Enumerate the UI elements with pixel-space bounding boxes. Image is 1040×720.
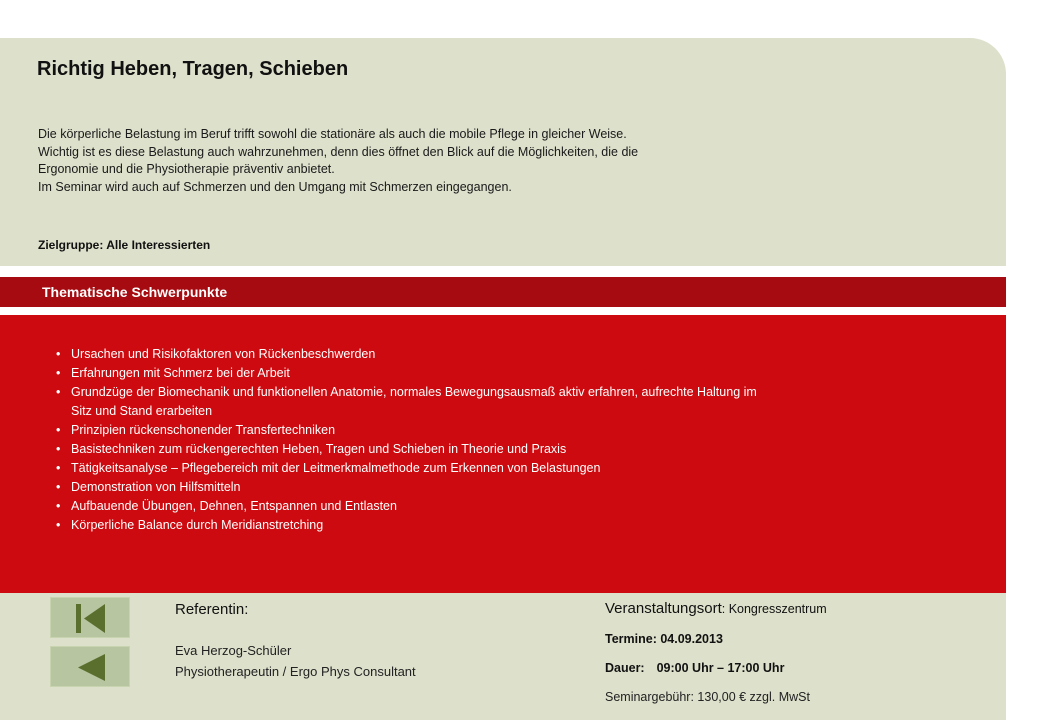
referent-heading — [175, 601, 248, 618]
list-item-text: Prinzipien rückenschonender Transfertechniken — [71, 423, 336, 437]
referent-heading-colon: : — [244, 601, 249, 618]
list-item-text: Erfahrungen mit Schmerz bei der Arbeit — [71, 366, 290, 380]
venue-label: Veranstaltungsort — [605, 600, 722, 617]
list-item — [56, 478, 976, 497]
duration-label: Dauer: — [605, 661, 645, 675]
list-item-text: Demonstration von Hilfsmitteln — [71, 480, 241, 494]
list-item — [56, 440, 976, 459]
list-item-text: Körperliche Balance durch Meridianstretching — [71, 518, 324, 532]
referent-name: Eva Herzog-Schüler — [175, 643, 292, 658]
details-panel — [0, 593, 1006, 720]
duration-value: 09:00 Uhr – 17:00 Uhr — [656, 661, 785, 675]
previous-slide-button[interactable] — [50, 646, 130, 687]
event-dates: Termine: 04.09.2013 — [605, 632, 723, 646]
list-item-text: Basistechniken zum rückengerechten Heben, Tragen und Schieben in Theorie und Praxis — [71, 442, 567, 456]
list-item-text: Grundzüge der Biomechanik und funktionellen Anatomie, normales Bewegungsausmaß aktiv erfahren, aufrechte Haltung im — [71, 385, 757, 399]
first-slide-icon — [51, 598, 131, 639]
topics-list — [56, 345, 976, 535]
first-slide-button[interactable] — [50, 597, 130, 638]
intro-text — [38, 126, 838, 196]
list-item — [56, 421, 976, 440]
list-item — [56, 383, 976, 421]
seminar-fee: Seminargebühr: 130,00 € zzgl. MwSt — [605, 690, 810, 704]
intro-line: Ergonomie und die Physiotherapie präventiv anbietet. — [38, 162, 335, 176]
event-duration — [605, 661, 784, 675]
list-item-text: Tätigkeitsanalyse – Pflegebereich mit der Leitmerkmalmethode zum Erkennen von Belastungen — [71, 461, 601, 475]
venue-value: : Kongresszentrum — [721, 602, 827, 616]
list-item — [56, 459, 976, 478]
list-item — [56, 516, 976, 535]
intro-line: Die körperliche Belastung im Beruf trifft sowohl die stationäre als auch die mobile Pflege in gleicher Weise. — [38, 127, 627, 141]
list-item-text: Ursachen und Risikofaktoren von Rückenbeschwerden — [71, 347, 376, 361]
list-item — [56, 345, 976, 364]
previous-slide-icon — [51, 647, 131, 688]
intro-line: Wichtig ist es diese Belastung auch wahrzunehmen, denn dies öffnet den Blick auf die Möglichkeiten, die die — [38, 144, 639, 159]
target-group: Zielgruppe: Alle Interessierten — [38, 238, 211, 252]
referent-role: Physiotherapeutin / Ergo Phys Consultant — [175, 664, 416, 679]
page-title: Richtig Heben, Tragen, Schieben — [37, 58, 349, 80]
list-item — [56, 497, 976, 516]
referent-heading-text: Referentin — [175, 601, 245, 618]
list-item-text: Aufbauende Übungen, Dehnen, Entspannen und Entlasten — [71, 499, 397, 513]
topics-heading: Thematische Schwerpunkte — [42, 284, 228, 300]
list-item-continuation: Sitz und Stand erarbeiten — [71, 404, 213, 418]
venue — [605, 600, 827, 617]
list-item — [56, 364, 976, 383]
intro-line: Im Seminar wird auch auf Schmerzen und den Umgang mit Schmerzen eingegangen. — [38, 179, 512, 194]
